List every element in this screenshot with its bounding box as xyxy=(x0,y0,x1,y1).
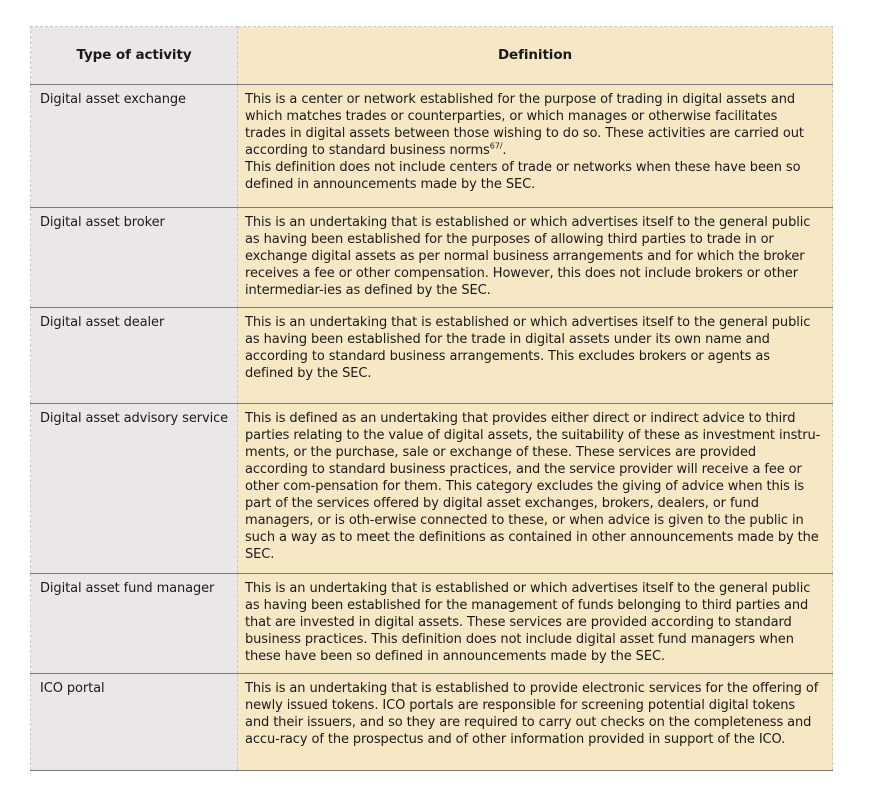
footnote-marker: 67/ xyxy=(489,141,503,151)
definition-cell: This is defined as an undertaking that provides either direct or indirect advice to third parties relating to the value of digital assets, the suitability of these as investment instru-ments, or the purchase, sale or exchange of these. These services are provided according to standard business practices, and the service provider will receive a fee or other com-pensation for them. This category excludes the giving of advice when this is part of the services offered by digital asset exchanges, brokers, dealers, or fund managers, or is oth-erwise connected to these, or when advice is given to the public in such a way as to meet the definitions as contained in other announcements made by the SEC. xyxy=(238,404,833,574)
activity-definitions-table-container xyxy=(30,26,832,760)
activity-definitions-table xyxy=(30,26,833,771)
definition-extra-text: This definition does not include centers of trade or networks when these have been so defined in announcements made by the SEC. xyxy=(245,160,801,192)
activity-type-cell: Digital asset dealer xyxy=(31,308,238,404)
activity-type-cell: Digital asset broker xyxy=(31,208,238,308)
table-header xyxy=(31,27,833,85)
header-definition: Definition xyxy=(238,27,833,85)
table-row xyxy=(31,674,833,771)
definition-text: This is a center or network established for the purpose of trading in digital assets and which matches trades or counterparties, or which manages or otherwise facilitates trades in digital assets between those wishing to do so. These activities are carried out according to standard business norms xyxy=(245,92,804,158)
activity-type-cell: ICO portal xyxy=(31,674,238,771)
activity-type-cell: Digital asset advisory service xyxy=(31,404,238,574)
definition-cell: This is an undertaking that is established to provide electronic services for the offering of newly issued tokens. ICO portals are responsible for screening potential digital tokens and their issuers, and so they are required to carry out checks on the completeness and accu-racy of the prospectus and of other information provided in support of the ICO. xyxy=(238,674,833,771)
definition-cell: This is an undertaking that is established or which advertises itself to the general public as having been established for the management of funds belonging to third parties and that are invested in digital assets. These services are provided according to standard business practices. This definition does not include digital asset fund managers when these have been so defined in announcements made by the SEC. xyxy=(238,574,833,674)
table-row xyxy=(31,308,833,404)
header-row xyxy=(31,27,833,85)
header-type-of-activity: Type of activity xyxy=(31,27,238,85)
table-row xyxy=(31,574,833,674)
table-body xyxy=(31,85,833,771)
table-row xyxy=(31,208,833,308)
definition-cell: This is an undertaking that is established or which advertises itself to the general public as having been established for the purposes of allowing third parties to trade in or exchange digital assets as per normal business arrangements and for which the broker receives a fee or other compensation. However, this does not include brokers or other intermediar-ies as defined by the SEC. xyxy=(238,208,833,308)
table-row xyxy=(31,85,833,208)
definition-text-end: . xyxy=(502,143,507,158)
table-row xyxy=(31,404,833,574)
activity-type-cell: Digital asset fund manager xyxy=(31,574,238,674)
definition-cell xyxy=(238,85,833,208)
activity-type-cell: Digital asset exchange xyxy=(31,85,238,208)
definition-cell: This is an undertaking that is established or which advertises itself to the general public as having been established for the trade in digital assets under its own name and according to standard business arrangements. This excludes brokers or agents as defined by the SEC. xyxy=(238,308,833,404)
